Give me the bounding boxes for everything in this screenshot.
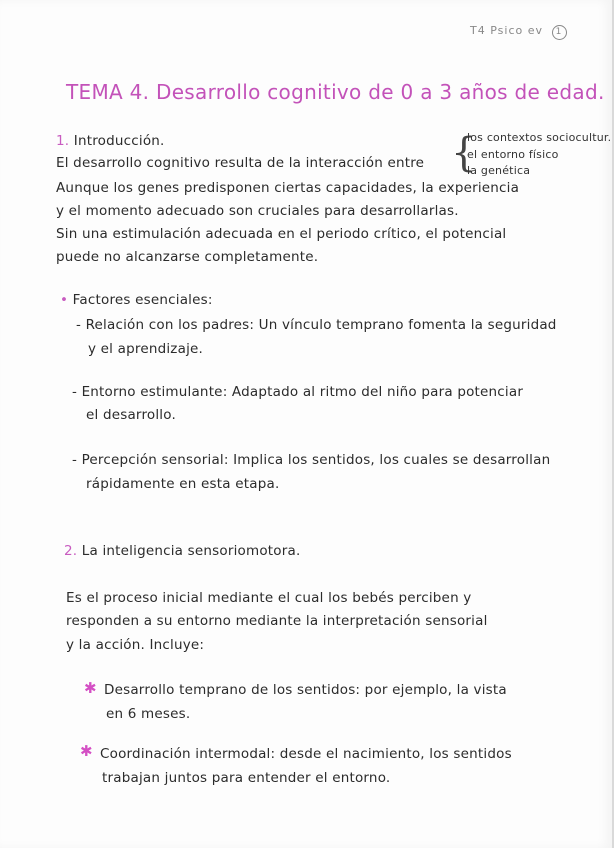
brace-item: la genética [467, 164, 531, 177]
text-line: Aunque los genes predisponen ciertas capacidades, la experiencia [56, 180, 520, 196]
star-bullet-icon: ✱ [84, 679, 97, 697]
page-number: 1 [552, 25, 567, 40]
section-2-number: 2. [64, 543, 78, 559]
bullet-line: en 6 meses. [106, 706, 191, 722]
section-2-title: La inteligencia sensoriomotora. [81, 543, 301, 559]
brace-item: el entorno físico [467, 148, 559, 161]
header-label: T4 Psico ev [470, 24, 543, 37]
factor-line: el desarrollo. [86, 407, 176, 423]
bullet-line: Desarrollo temprano de los sentidos: por ejemplo, la vista [104, 682, 507, 698]
brace-symbol: { [451, 130, 477, 176]
factors-heading [60, 292, 213, 308]
factor-line: - Entorno estimulante: Adaptado al ritmo del niño para potenciar [72, 384, 524, 400]
factor-line: - Relación con los padres: Un vínculo temprano fomenta la seguridad [76, 317, 557, 333]
page-title: TEMA 4. Desarrollo cognitivo de 0 a 3 años de edad. [66, 80, 605, 104]
section-1-number: 1. [56, 133, 70, 149]
text-line: responden a su entorno mediante la interpretación sensorial [66, 613, 488, 629]
page-header [470, 24, 567, 40]
text-line: Sin una estimulación adecuada en el periodo crítico, el potencial [56, 226, 507, 242]
factors-heading-text: Factores esenciales: [72, 292, 213, 308]
section-1-title: Introducción. [73, 133, 165, 149]
factor-line: rápidamente en esta etapa. [86, 476, 280, 492]
text-line: y la acción. Incluye: [66, 637, 205, 653]
bullet-line: Coordinación intermodal: desde el nacimiento, los sentidos [100, 746, 512, 762]
brace-item: los contextos sociocultur. [467, 131, 612, 144]
text-line: Es el proceso inicial mediante el cual los bebés perciben y [66, 590, 472, 606]
factor-line: y el aprendizaje. [88, 341, 204, 357]
bullet-dot-icon: • [60, 292, 69, 308]
section-2-heading [64, 543, 300, 559]
text-line: El desarrollo cognitivo resulta de la interacción entre [56, 155, 425, 171]
text-line: y el momento adecuado son cruciales para desarrollarlas. [56, 203, 459, 219]
factor-line: - Percepción sensorial: Implica los sentidos, los cuales se desarrollan [72, 452, 551, 468]
bullet-line: trabajan juntos para entender el entorno. [102, 770, 391, 786]
text-line: puede no alcanzarse completamente. [56, 249, 319, 265]
star-bullet-icon: ✱ [80, 742, 93, 760]
section-1-heading [56, 133, 165, 149]
